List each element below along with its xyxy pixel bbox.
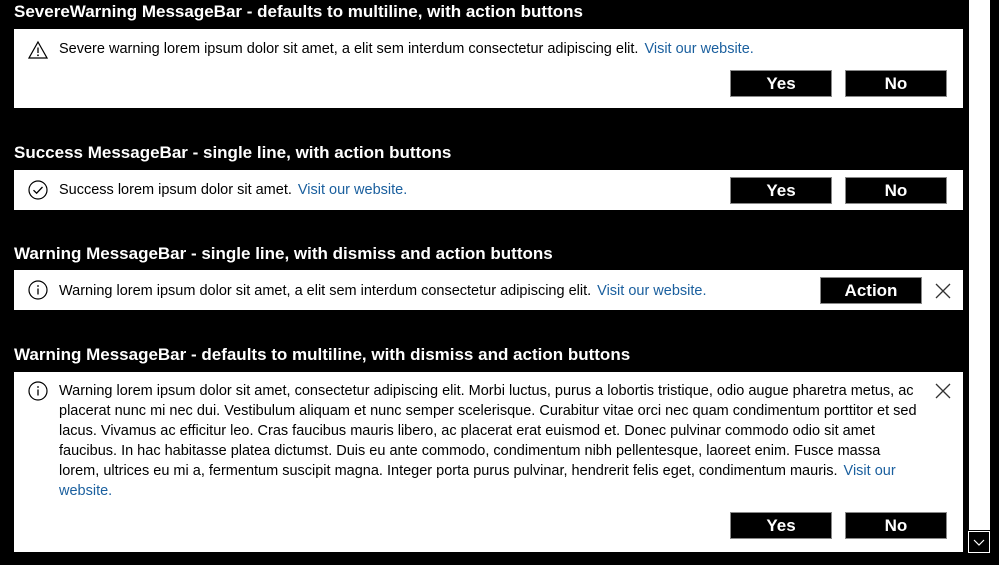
section-title-warning-multi: Warning MessageBar - defaults to multiline, with dismiss and action buttons [14, 345, 631, 364]
vertical-scrollbar-thumb[interactable] [969, 0, 990, 530]
dismiss-close-icon[interactable] [933, 381, 953, 401]
warning-message [59, 281, 707, 301]
dismiss-close-icon[interactable] [933, 281, 953, 301]
action-button[interactable]: Action [820, 277, 922, 304]
section-title-warning-single: Warning MessageBar - single line, with dismiss and action buttons [14, 244, 553, 263]
success-message [59, 180, 407, 200]
yes-button[interactable]: Yes [730, 70, 832, 97]
section-title-success: Success MessageBar - single line, with action buttons [14, 143, 452, 162]
visit-website-link[interactable]: Visit our website. [597, 283, 707, 299]
no-button[interactable]: No [845, 70, 947, 97]
chevron-down-icon [969, 532, 989, 552]
success-messagebar [14, 170, 963, 210]
scroll-down-button[interactable] [968, 531, 990, 553]
visit-website-link[interactable]: Visit our website. [59, 463, 896, 499]
warning-multi-messagebar [14, 372, 963, 552]
message-text: Warning lorem ipsum dolor sit amet, consectetur adipiscing elit. Morbi luctus, purus a lobortis tristique, odio augue pharetra metus, ac placerat nunc mi nec dui. Vestibulum aliquam et nunc semper scelerisque. Curabitur vitae orci nec quam condimentum porttitor et sed lacus. Vivamus ac efficitur leo. Cras faucibus mauris libero, ac placerat erat euismod et. Donec pulvinar commodo odio sit amet faucibus. In hac habitasse platea dictumst. Duis eu ante commodo, condimentum nibh pellentesque, laoreet enim. Fusce massa lorem, ultrices eu mi a, fermentum suscipit magna. Integer porta purus pulvinar, hendrerit felis eget, condimentum mauris. [59, 383, 917, 479]
yes-button[interactable]: Yes [730, 177, 832, 204]
message-text: Success lorem ipsum dolor sit amet. [59, 182, 292, 198]
message-text: Severe warning lorem ipsum dolor sit amet, a elit sem interdum consectetur adipiscing elit. [59, 41, 639, 57]
message-text: Warning lorem ipsum dolor sit amet, a elit sem interdum consectetur adipiscing elit. [59, 283, 592, 299]
info-icon [28, 381, 48, 401]
yes-button[interactable]: Yes [730, 512, 832, 539]
visit-website-link[interactable]: Visit our website. [644, 41, 754, 57]
warning-single-messagebar [14, 270, 963, 310]
section-title-severe-warning: SevereWarning MessageBar - defaults to multiline, with action buttons [14, 2, 583, 21]
success-check-icon [28, 180, 48, 200]
info-icon [28, 280, 48, 300]
warning-triangle-icon [28, 40, 48, 60]
visit-website-link[interactable]: Visit our website. [297, 182, 408, 198]
no-button[interactable]: No [845, 512, 947, 539]
warning-multiline-message [59, 381, 919, 501]
severe-warning-message [59, 39, 754, 59]
no-button[interactable]: No [845, 177, 947, 204]
severe-warning-messagebar [14, 29, 963, 108]
